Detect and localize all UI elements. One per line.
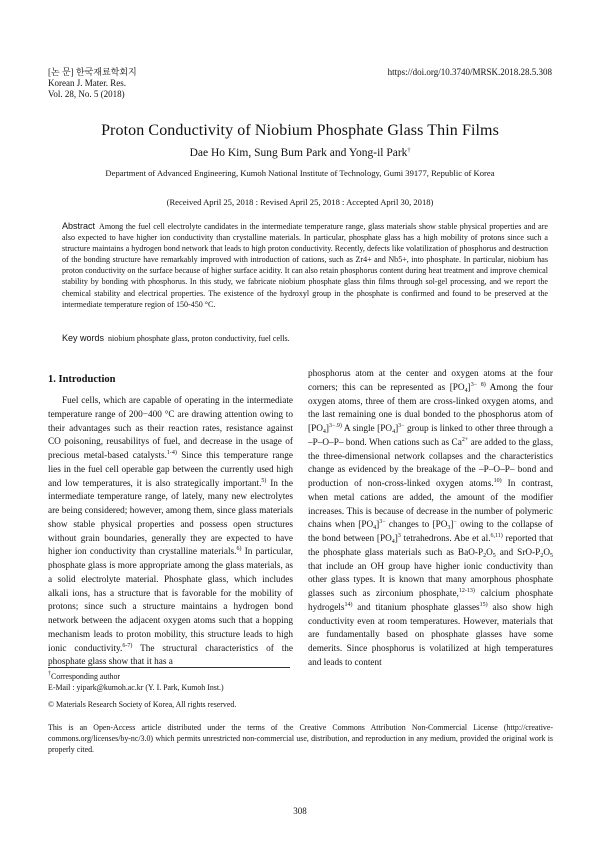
continued-paragraph: phosphorus atom at the center and oxygen atoms at the four corners; this can be represented as $[PO_4]^{3-}$ $^{8)}$ Among the four oxygen atoms, three of them are cross-linked oxygen atoms, and the last remaining one is dual bonded to the phosphorus atom of $[PO_4]^{3-.9)}$ A single $[PO_4]^{3-}$ group is linked to other three through a –P–O–P– bond. When cations such as $Ca^{2+}$ are added to the glass, the three-dimensional network collapses and the characteristics change as evidenced by the breakage of the –P–O–P– bond and production of non-cross-linked oxygen atoms.$^{10)}$ In contrast, when metal cations are added, the amount of the modifier increases. This is because of decrease in the number of polymeric chains when $[PO_4]^{3-}$ changes to $[PO_3]^-$ owing to the collapse of the bond between $[PO_4]^3$ tetrahedrons. Abe et al.$^{6,11)}$ reported that the phosphate glass materials such as BaO-$P_2O_5$ and SrO-$P_2O_5$ that include an OH group have higher ionic conductivity than other glass types. It is known that many amorphous phosphate glasses such as zirconium phosphate,$^{12-13)}$ calcium phosphate hydrogels$^{14)}$ and titanium phosphate glasses$^{15)}$ also show high conductivity even at room temperatures. However, materials that are fundamentally based on phosphate glasses have some demerits. Since phosphorus is volatilized at high temperatures and leads to content [308,369,554,668]
affiliation: Department of Advanced Engineering, Kumoh National Institute of Technology, Gumi 39177, Republic of Korea [105,168,495,178]
journal-name: Korean J. Mater. Res. [48,78,126,88]
copyright-notice: © Materials Research Society of Korea, All rights reserved. [48,700,237,709]
journal-korean-title: [논 문] 한국재료학회지 [48,67,137,77]
journal-volume: Vol. 28, No. 5 (2018) [48,89,125,99]
license-notice: This is an Open-Access article distributed under the terms of the Creative Commons Attribution Non-Commercial License (http://creative-commons.org/licenses/by-nc/3.0) which permits unrestricted non-commercial use, distribution, and reproduction in any medium, provided the original work is properly cited. [48,723,553,754]
corresponding-mark: † [407,148,411,154]
page-number: 308 [293,806,307,816]
keywords-label: Key words [62,333,105,343]
doi-link[interactable]: https://doi.org/10.3740/MRSK.2018.28.5.308 [387,67,552,77]
section-heading: 1. Introduction [48,374,116,385]
author-email: E-Mail : yipark@kumoh.ac.kr (Y. I. Park, Kumoh Inst.) [48,683,224,692]
running-header [48,67,137,100]
left-column [48,395,293,670]
author-list [0,147,600,159]
received-dates: (Received April 25, 2018 : Revised April 25, 2018 : Accepted April 30, 2018) [166,197,434,207]
authors-text: Dae Ho Kim, Sung Bum Park and Yong-il Park [189,147,408,159]
keywords [62,333,548,343]
footnote-rule [48,667,290,668]
abstract-label: Abstract [62,221,96,231]
paper-title: Proton Conductivity of Niobium Phosphate Glass Thin Films [101,122,499,139]
abstract [62,221,548,310]
keywords-text: niobium phosphate glass, proton conductivity, fuel cells. [108,334,290,343]
abstract-text: Among the fuel cell electrolyte candidates in the intermediate temperature range, glass materials show stable physical properties and are also expected to have higher ion conductivity than crystalline materials. In particular, phosphate glass has a high mobility of protons since such a structure maintains a hydrogen bond network that leads to high proton conductivity. Recently, defects like volatilization of phosphorus and destruction of the bonding structure have remarkably improved with introduction of cations, such as Zr4+ and Nb5+, into phosphate. In particular, niobium has proton conductivity on the surface because of higher surface acidity. It can also retain phosphorus content during heat treatment and improve chemical stability by bonding with phosphorus. In this study, we fabricate niobium phosphate glass thin films through sol-gel processing, and we report the chemical stability and electrical properties. The existence of the hydroxyl group in the phosphate is confirmed and found to be preserved at the intermediate temperature region of 150-450 °C. [62,222,548,309]
intro-paragraph: Fuel cells, which are capable of operating in the intermediate temperature range of 200−400 °C are drawing attention owing to their advantages such as their reaction rates, resistance against CO poisoning, reusabilitys of fuel, and decrease in the usage of precious metal-based catalysts.$^{1-4)}$ Since this temperature range lies in the fuel cell operable gap between the currently used high and low temperatures, it is also strategically important.$^{5)}$ In the intermediate temperature range, of lately, many new electrolytes are being considered; however, among them, since glass materials show stable physical properties and possess open structures without grain boundaries, generally they are expected to have higher ion conductivity than crystalline materials.$^{6)}$ In particular, phosphate glass is more appropriate among the glass materials, as a solid electrolyte material. Phosphate glass, which includes alkali ions, has a structure that is favorable for the mobility of protons; since such a structure maintains a hydrogen bond network between the adjacent oxygen atoms such that a hopping mechanism leads to proton mobility, this structure leads to high ionic conductivity.$^{6-7)}$ The structural characteristics of the phosphate glass show that it has a [48,396,294,668]
corresponding-author-note: †Corresponding author [48,671,121,681]
right-column [308,368,553,671]
